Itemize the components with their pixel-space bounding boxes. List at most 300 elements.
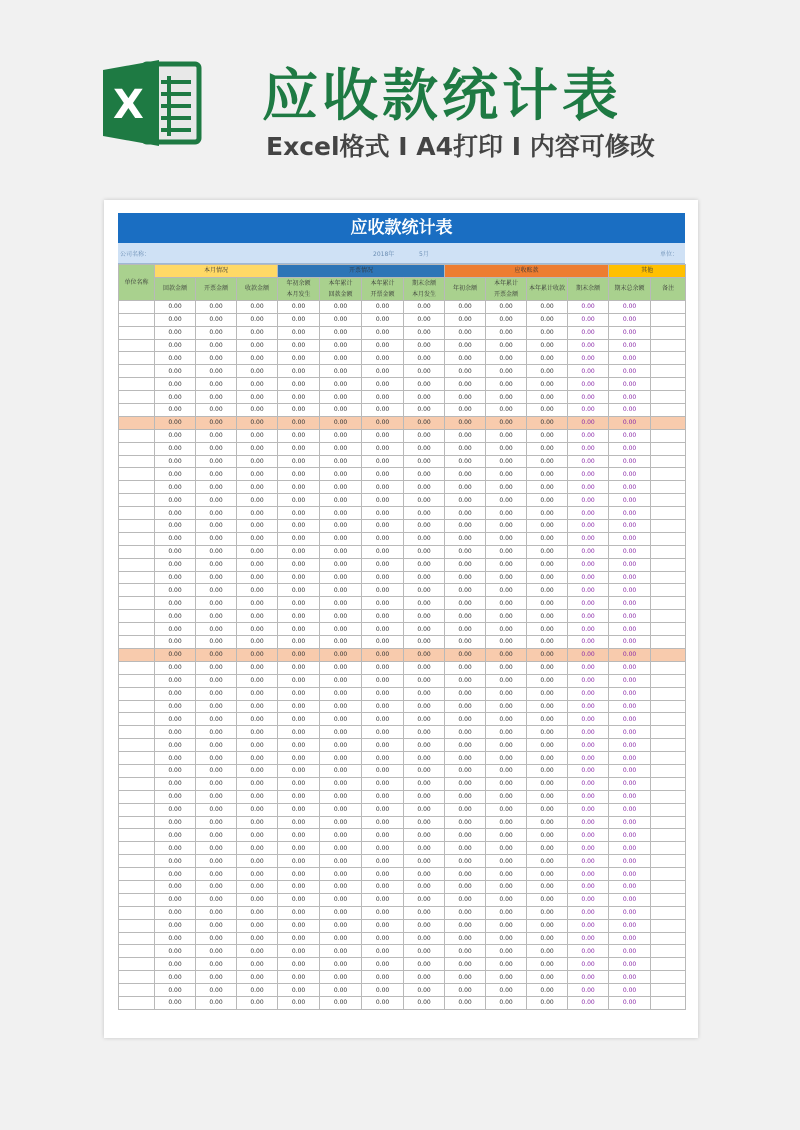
value-cell: 0.00 [196,687,237,700]
value-cell: 0.00 [237,906,278,919]
value-cell: 0.00 [486,378,527,391]
table-row [119,520,686,533]
value-cell [651,996,686,1009]
value-cell: 0.00 [404,520,445,533]
value-cell: 0.00 [155,971,196,984]
value-cell: 0.00 [362,816,404,829]
value-cell: 0.00 [445,648,486,661]
value-cell: 0.00 [609,919,651,932]
table-row [119,636,686,649]
unit-name-cell [119,945,155,958]
value-cell: 0.00 [527,378,568,391]
value-cell: 0.00 [362,919,404,932]
value-cell: 0.00 [486,623,527,636]
value-cell: 0.00 [237,558,278,571]
value-cell: 0.00 [609,558,651,571]
value-cell [651,700,686,713]
value-cell: 0.00 [445,984,486,997]
value-cell: 0.00 [609,494,651,507]
value-cell: 0.00 [609,365,651,378]
value-cell: 0.00 [155,984,196,997]
table-row [119,777,686,790]
value-cell: 0.00 [320,623,362,636]
table-row [119,803,686,816]
value-cell [651,803,686,816]
unit-name-cell [119,777,155,790]
value-cell: 0.00 [278,687,320,700]
value-cell: 0.00 [362,932,404,945]
value-cell: 0.00 [320,984,362,997]
value-cell: 0.00 [568,919,609,932]
value-cell: 0.00 [527,816,568,829]
table-row [119,868,686,881]
value-cell: 0.00 [196,752,237,765]
value-cell: 0.00 [196,571,237,584]
value-cell: 0.00 [609,416,651,429]
value-cell: 0.00 [486,300,527,313]
value-cell: 0.00 [404,971,445,984]
column-header: 本年累计 开票金额 [362,277,404,300]
value-cell: 0.00 [609,584,651,597]
value-cell: 0.00 [196,932,237,945]
value-cell: 0.00 [196,455,237,468]
value-cell: 0.00 [568,687,609,700]
value-cell: 0.00 [237,507,278,520]
value-cell: 0.00 [278,300,320,313]
value-cell: 0.00 [155,790,196,803]
value-cell: 0.00 [609,726,651,739]
value-cell [651,481,686,494]
value-cell: 0.00 [237,816,278,829]
value-cell: 0.00 [404,661,445,674]
unit-name-cell [119,906,155,919]
value-cell: 0.00 [362,558,404,571]
value-cell: 0.00 [278,507,320,520]
value-cell: 0.00 [362,764,404,777]
value-cell: 0.00 [527,984,568,997]
svg-text:X: X [113,82,144,128]
value-cell: 0.00 [609,713,651,726]
value-cell: 0.00 [237,661,278,674]
value-cell: 0.00 [527,442,568,455]
value-cell: 0.00 [362,507,404,520]
value-cell: 0.00 [568,971,609,984]
value-cell: 0.00 [486,481,527,494]
value-cell: 0.00 [278,584,320,597]
value-cell: 0.00 [278,790,320,803]
value-cell: 0.00 [527,893,568,906]
value-cell: 0.00 [278,416,320,429]
value-cell: 0.00 [320,945,362,958]
value-cell: 0.00 [486,597,527,610]
value-cell [651,674,686,687]
value-cell: 0.00 [404,726,445,739]
value-cell: 0.00 [196,984,237,997]
table-row [119,984,686,997]
value-cell: 0.00 [609,803,651,816]
value-cell: 0.00 [445,416,486,429]
unit-name-cell [119,958,155,971]
value-cell: 0.00 [445,365,486,378]
column-header: 年初余额 [445,277,486,300]
value-cell: 0.00 [320,958,362,971]
value-cell: 0.00 [196,442,237,455]
value-cell: 0.00 [237,636,278,649]
value-cell: 0.00 [196,429,237,442]
value-cell: 0.00 [320,713,362,726]
value-cell: 0.00 [486,906,527,919]
value-cell: 0.00 [237,700,278,713]
value-cell: 0.00 [362,984,404,997]
value-cell: 0.00 [404,829,445,842]
value-cell: 0.00 [568,313,609,326]
value-cell: 0.00 [196,842,237,855]
value-cell: 0.00 [362,674,404,687]
value-cell: 0.00 [527,868,568,881]
table-row [119,352,686,365]
value-cell [651,571,686,584]
value-cell: 0.00 [568,790,609,803]
value-cell: 0.00 [237,326,278,339]
value-cell: 0.00 [320,996,362,1009]
value-cell: 0.00 [196,674,237,687]
value-cell: 0.00 [196,623,237,636]
unit-name-cell [119,571,155,584]
value-cell: 0.00 [362,391,404,404]
value-cell: 0.00 [527,404,568,417]
value-cell: 0.00 [237,339,278,352]
value-cell: 0.00 [609,700,651,713]
value-cell: 0.00 [362,996,404,1009]
value-cell: 0.00 [320,584,362,597]
value-cell: 0.00 [320,610,362,623]
value-cell: 0.00 [237,610,278,623]
table-row [119,507,686,520]
value-cell: 0.00 [445,610,486,623]
value-cell: 0.00 [278,326,320,339]
value-cell: 0.00 [278,636,320,649]
value-cell: 0.00 [404,584,445,597]
value-cell: 0.00 [320,404,362,417]
unit-name-cell [119,300,155,313]
value-cell: 0.00 [320,868,362,881]
value-cell: 0.00 [609,326,651,339]
value-cell: 0.00 [320,906,362,919]
value-cell: 0.00 [445,520,486,533]
value-cell: 0.00 [362,842,404,855]
value-cell: 0.00 [568,893,609,906]
value-cell: 0.00 [196,545,237,558]
value-cell: 0.00 [445,558,486,571]
value-cell: 0.00 [320,842,362,855]
value-cell: 0.00 [445,803,486,816]
unit-name-cell [119,404,155,417]
value-cell: 0.00 [237,687,278,700]
value-cell: 0.00 [362,958,404,971]
spreadsheet-preview [104,200,698,1038]
value-cell: 0.00 [237,391,278,404]
value-cell: 0.00 [527,842,568,855]
value-cell: 0.00 [155,623,196,636]
value-cell: 0.00 [155,661,196,674]
value-cell: 0.00 [237,365,278,378]
value-cell: 0.00 [568,442,609,455]
value-cell: 0.00 [445,700,486,713]
value-cell: 0.00 [568,996,609,1009]
value-cell: 0.00 [486,661,527,674]
value-cell: 0.00 [445,313,486,326]
value-cell: 0.00 [362,545,404,558]
value-cell: 0.00 [278,352,320,365]
value-cell: 0.00 [237,958,278,971]
value-cell: 0.00 [278,803,320,816]
value-cell: 0.00 [568,816,609,829]
value-cell [651,558,686,571]
value-cell: 0.00 [278,378,320,391]
value-cell: 0.00 [237,584,278,597]
table-row [119,893,686,906]
value-cell: 0.00 [196,300,237,313]
value-cell: 0.00 [155,597,196,610]
value-cell: 0.00 [404,391,445,404]
value-cell [651,829,686,842]
value-cell: 0.00 [320,700,362,713]
value-cell: 0.00 [568,906,609,919]
value-cell: 0.00 [196,713,237,726]
table-row [119,971,686,984]
value-cell: 0.00 [527,674,568,687]
value-cell: 0.00 [486,468,527,481]
value-cell: 0.00 [278,610,320,623]
column-header: 本年累计 开票金额 [486,277,527,300]
value-cell: 0.00 [320,971,362,984]
value-cell: 0.00 [362,571,404,584]
value-cell: 0.00 [445,855,486,868]
value-cell: 0.00 [278,829,320,842]
value-cell: 0.00 [486,391,527,404]
value-cell: 0.00 [445,442,486,455]
value-cell [651,726,686,739]
value-cell: 0.00 [155,339,196,352]
value-cell: 0.00 [568,391,609,404]
value-cell: 0.00 [445,468,486,481]
value-cell: 0.00 [196,404,237,417]
value-cell: 0.00 [527,764,568,777]
hero-banner [0,0,800,200]
value-cell: 0.00 [445,958,486,971]
value-cell: 0.00 [278,906,320,919]
value-cell: 0.00 [278,880,320,893]
value-cell: 0.00 [362,906,404,919]
value-cell [651,352,686,365]
value-cell: 0.00 [362,945,404,958]
value-cell: 0.00 [278,597,320,610]
unit-name-cell [119,700,155,713]
value-cell: 0.00 [278,739,320,752]
table-row [119,455,686,468]
value-cell: 0.00 [155,455,196,468]
value-cell: 0.00 [196,468,237,481]
value-cell: 0.00 [237,739,278,752]
value-cell: 0.00 [362,648,404,661]
value-cell: 0.00 [320,803,362,816]
value-cell: 0.00 [362,623,404,636]
value-cell: 0.00 [568,713,609,726]
value-cell: 0.00 [404,868,445,881]
value-cell: 0.00 [196,597,237,610]
value-cell: 0.00 [278,984,320,997]
table-row [119,597,686,610]
value-cell: 0.00 [527,880,568,893]
value-cell: 0.00 [486,352,527,365]
value-cell: 0.00 [445,378,486,391]
value-cell: 0.00 [609,971,651,984]
value-cell: 0.00 [320,326,362,339]
table-row [119,429,686,442]
sheet-title: 应收款统计表 [118,213,685,243]
unit-name-cell [119,829,155,842]
value-cell: 0.00 [486,932,527,945]
value-cell: 0.00 [527,790,568,803]
value-cell: 0.00 [568,661,609,674]
value-cell: 0.00 [278,752,320,765]
value-cell [651,378,686,391]
value-cell: 0.00 [196,855,237,868]
value-cell: 0.00 [568,648,609,661]
value-cell: 0.00 [609,391,651,404]
value-cell: 0.00 [278,571,320,584]
value-cell: 0.00 [445,868,486,881]
value-cell: 0.00 [237,623,278,636]
month-label: 5月 [419,251,429,258]
value-cell: 0.00 [568,855,609,868]
value-cell: 0.00 [320,481,362,494]
value-cell: 0.00 [486,752,527,765]
value-cell [651,790,686,803]
value-cell: 0.00 [609,623,651,636]
value-cell: 0.00 [568,945,609,958]
value-cell: 0.00 [568,520,609,533]
value-cell: 0.00 [445,777,486,790]
value-cell: 0.00 [486,777,527,790]
value-cell [651,507,686,520]
table-row [119,584,686,597]
value-cell: 0.00 [155,996,196,1009]
value-cell: 0.00 [155,958,196,971]
value-cell: 0.00 [609,481,651,494]
column-header: 期末总余额 [609,277,651,300]
value-cell: 0.00 [196,532,237,545]
value-cell: 0.00 [155,855,196,868]
table-row [119,545,686,558]
value-cell: 0.00 [320,391,362,404]
value-cell [651,777,686,790]
value-cell: 0.00 [404,842,445,855]
value-cell: 0.00 [404,893,445,906]
value-cell: 0.00 [155,906,196,919]
unit-name-cell [119,468,155,481]
value-cell: 0.00 [237,893,278,906]
value-cell: 0.00 [237,481,278,494]
value-cell: 0.00 [155,842,196,855]
value-cell: 0.00 [527,829,568,842]
value-cell: 0.00 [278,339,320,352]
value-cell: 0.00 [320,674,362,687]
value-cell: 0.00 [404,700,445,713]
value-cell [651,648,686,661]
value-cell: 0.00 [196,880,237,893]
value-cell: 0.00 [196,945,237,958]
value-cell: 0.00 [155,326,196,339]
value-cell: 0.00 [568,623,609,636]
value-cell: 0.00 [527,352,568,365]
group-header-row [119,265,686,278]
unit-label: 单位： [660,251,679,258]
value-cell: 0.00 [362,829,404,842]
hero-subtitle: Excel格式 I A4打印 I 内容可修改 [266,132,655,161]
value-cell: 0.00 [196,868,237,881]
value-cell: 0.00 [486,790,527,803]
value-cell: 0.00 [486,455,527,468]
value-cell: 0.00 [404,326,445,339]
value-cell: 0.00 [486,558,527,571]
value-cell: 0.00 [527,520,568,533]
table-row [119,687,686,700]
table-row [119,713,686,726]
value-cell: 0.00 [155,520,196,533]
value-cell: 0.00 [362,687,404,700]
value-cell: 0.00 [568,481,609,494]
value-cell: 0.00 [404,880,445,893]
value-cell: 0.00 [320,494,362,507]
value-cell: 0.00 [278,442,320,455]
value-cell: 0.00 [527,532,568,545]
column-header: 期末余额 本月发生 [404,277,445,300]
table-row [119,752,686,765]
value-cell: 0.00 [445,571,486,584]
value-cell: 0.00 [486,442,527,455]
value-cell: 0.00 [445,507,486,520]
column-header: 期末余额 [568,277,609,300]
unit-name-cell [119,790,155,803]
value-cell: 0.00 [237,404,278,417]
table-row [119,996,686,1009]
unit-name-cell [119,971,155,984]
table-row [119,365,686,378]
value-cell: 0.00 [362,855,404,868]
value-cell: 0.00 [155,816,196,829]
value-cell: 0.00 [404,687,445,700]
value-cell: 0.00 [278,429,320,442]
value-cell: 0.00 [362,365,404,378]
value-cell: 0.00 [362,803,404,816]
value-cell: 0.00 [196,313,237,326]
value-cell: 0.00 [404,339,445,352]
table-row [119,326,686,339]
value-cell: 0.00 [568,468,609,481]
value-cell: 0.00 [404,416,445,429]
value-cell: 0.00 [196,339,237,352]
value-cell: 0.00 [527,494,568,507]
value-cell: 0.00 [404,623,445,636]
column-header: 本年累计 回款金额 [320,277,362,300]
value-cell: 0.00 [362,584,404,597]
table-row [119,919,686,932]
value-cell [651,919,686,932]
value-cell: 0.00 [320,829,362,842]
value-cell: 0.00 [568,584,609,597]
value-cell: 0.00 [486,713,527,726]
